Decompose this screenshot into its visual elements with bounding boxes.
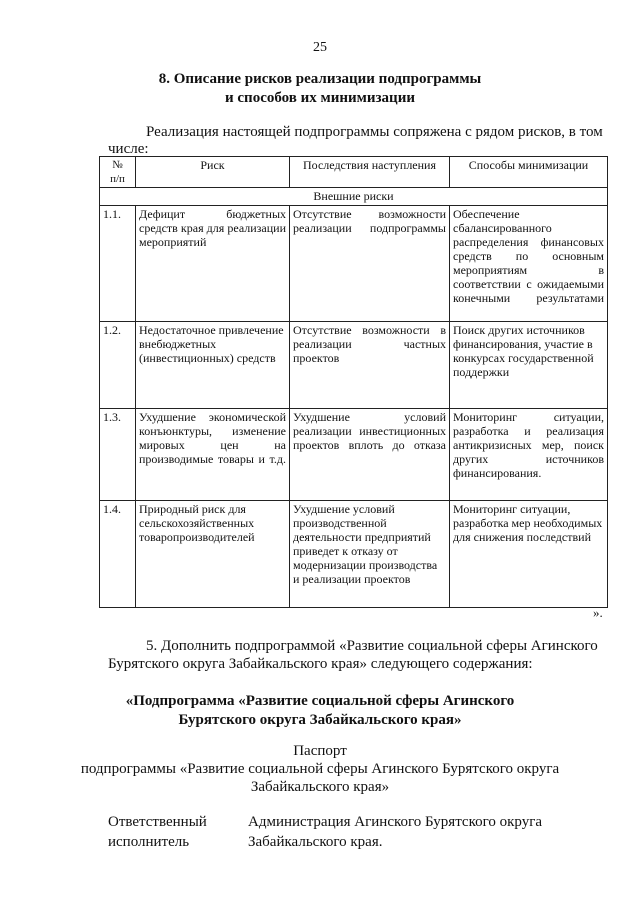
section-heading-line2: и способов их минимизации (225, 90, 415, 106)
row-consequences: Отсутствие возможности в реализации частных проектов (290, 322, 450, 409)
row-risk: Природный риск для сельскохозяйственных товаропроизводителей (136, 501, 290, 608)
group-label: Внешние риски (100, 188, 608, 206)
risk-table (99, 156, 608, 608)
section-heading (0, 70, 640, 108)
passport-heading (0, 742, 640, 796)
risk-table-group-row (100, 188, 608, 206)
row-mitigation: Поиск других источников финансирования, участие в конкурсах государственной поддержки (450, 322, 608, 409)
row-consequences: Отсутствие возможности реализации подпрограммы (290, 206, 450, 322)
responsible-label-line2: исполнитель (108, 834, 190, 850)
row-mitigation: Мониторинг ситуации, разработка и реализация антикризисных мер, поиск других источников финансирования. (450, 409, 608, 501)
row-risk: Ухудшение экономической конъюнктуры, изменение мировых цен на производимые товары и т.д. (136, 409, 290, 501)
section-heading-line1: 8. Описание рисков реализации подпрограммы (158, 71, 482, 87)
passport-line2: подпрограммы «Развитие социальной сферы Агинского Бурятского округа (80, 761, 560, 777)
table-row (100, 206, 608, 322)
responsible-value (248, 812, 588, 852)
table-row (100, 322, 608, 409)
header-mitigation: Способы минимизации (450, 157, 608, 188)
intro-paragraph: Реализация настоящей подпрограммы сопряжена с рядом рисков, в том числе: (108, 124, 603, 157)
header-consequences: Последствия наступления (290, 157, 450, 188)
header-num (100, 157, 136, 188)
header-risk: Риск (136, 157, 290, 188)
row-risk: Дефицит бюджетных средств края для реализации мероприятий (136, 206, 290, 322)
row-num: 1.2. (100, 322, 136, 409)
responsible-value-line2: Забайкальского края. (248, 834, 383, 850)
subprogram-title-line2: Бурятского округа Забайкальского края» (178, 712, 462, 728)
subprogram-title-line1: «Подпрограмма «Развитие социальной сферы Агинского (125, 693, 515, 709)
row-mitigation: Обеспечение сбалансированного распределения финансовых средств по основным мероприятиям в соответствии с ожидаемыми конечными результатами (450, 206, 608, 322)
risk-table-header-row (100, 157, 608, 188)
closing-quote-mark: ». (593, 605, 603, 620)
passport-line3: Забайкальского края» (250, 779, 390, 795)
responsible-label (108, 812, 238, 852)
row-num: 1.1. (100, 206, 136, 322)
header-num-line1: № (112, 159, 123, 171)
paragraph-5: 5. Дополнить подпрограммой «Развитие социальной сферы Агинского Бурятского округа Забайкальского края» следующего содержания: (108, 638, 598, 672)
row-num: 1.3. (100, 409, 136, 501)
row-num: 1.4. (100, 501, 136, 608)
row-consequences: Ухудшение условий реализации инвестиционных проектов вплоть до отказа (290, 409, 450, 501)
subprogram-title (0, 692, 640, 730)
row-consequences: Ухудшение условий производственной деятельности предприятий приведет к отказу от модернизации производства и реализации проектов (290, 501, 450, 608)
responsible-label-line1: Ответственный (108, 814, 207, 830)
table-row (100, 409, 608, 501)
responsible-value-line1: Администрация Агинского Бурятского округа (248, 814, 543, 830)
page-number: 25 (313, 40, 327, 55)
header-num-line2: п/п (110, 173, 125, 185)
table-row (100, 501, 608, 608)
passport-title: Паспорт (293, 743, 347, 759)
row-risk: Недостаточное привлечение внебюджетных (инвестиционных) средств (136, 322, 290, 409)
row-mitigation: Мониторинг ситуации, разработка мер необходимых для снижения последствий (450, 501, 608, 608)
